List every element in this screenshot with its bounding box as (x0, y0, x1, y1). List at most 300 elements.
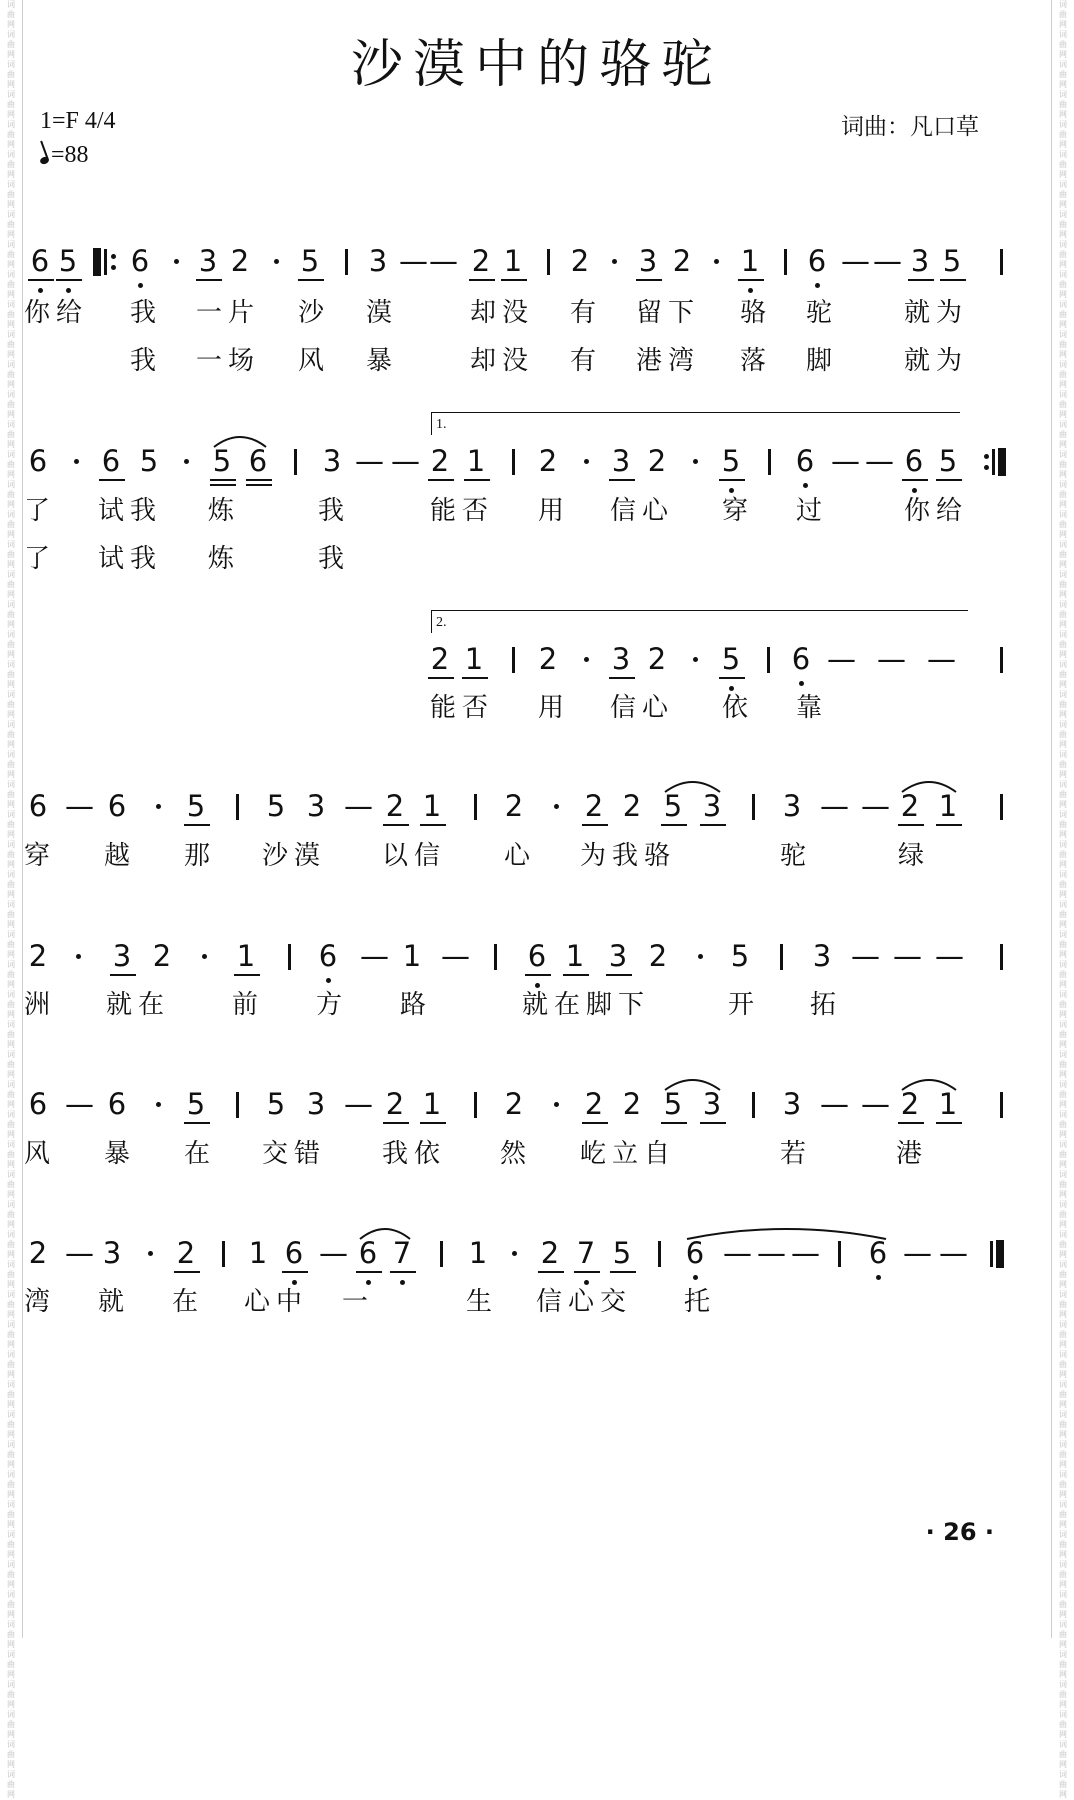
barline (288, 944, 291, 970)
jianpu-note: 3 (910, 244, 930, 278)
jianpu-note: 2 (900, 789, 920, 823)
jianpu-note: 6 (807, 244, 827, 278)
lyric-word: 暴 (366, 346, 399, 376)
beam-underline (246, 479, 272, 481)
lyric-word: 托 (684, 1287, 717, 1317)
jianpu-note: 3 (638, 244, 658, 278)
lyric-word: 有 (570, 298, 603, 328)
tempo-value: =88 (51, 142, 89, 168)
extension-dash: — (851, 939, 880, 973)
volta-bracket (431, 412, 960, 435)
jianpu-note: 2 (648, 939, 668, 973)
beam-underline (609, 677, 635, 679)
extension-dash: — (827, 642, 856, 676)
lyric-word: 你给 (904, 496, 969, 526)
beam-underline (99, 479, 125, 481)
augmentation-dot (698, 954, 703, 959)
augmentation-dot (693, 657, 698, 662)
jianpu-note: 1 (468, 1236, 488, 1270)
lyric-word: 就为 (904, 298, 969, 328)
lyric-word: 洲 (24, 990, 57, 1020)
jianpu-note: 2 (28, 939, 48, 973)
extension-dash: — (429, 244, 458, 278)
lyric-word: 却没 (470, 298, 535, 328)
lyric-word: 驼 (806, 298, 839, 328)
jianpu-note: 6 (107, 1087, 127, 1121)
jianpu-note: 5 (266, 1087, 286, 1121)
jianpu-note: 5 (612, 1236, 632, 1270)
jianpu-note: 2 (504, 1087, 524, 1121)
jianpu-note: 2 (540, 1236, 560, 1270)
jianpu-note: 6 (795, 444, 815, 478)
lyric-word: 一 (342, 1287, 375, 1317)
repeat-end-thin-bar (992, 449, 995, 475)
lyric-word: 我 (130, 298, 163, 328)
jianpu-note: 6 (791, 642, 811, 676)
barline (780, 944, 783, 970)
lyric-word: 我 (130, 346, 163, 376)
augmentation-dot (202, 954, 207, 959)
lyric-word: 心 (504, 841, 537, 871)
octave-dot-below (66, 288, 71, 293)
octave-dot-below (912, 488, 917, 493)
lyric-word: 了 (24, 544, 57, 574)
beam-underline (298, 279, 324, 281)
lyric-word: 生 (466, 1287, 499, 1317)
slur-arc (663, 1074, 722, 1092)
augmentation-dot (693, 459, 698, 464)
beam-underline (719, 479, 745, 481)
beam-underline (469, 279, 495, 281)
jianpu-note: 1 (248, 1236, 268, 1270)
beam-underline (428, 479, 454, 481)
augmentation-dot (184, 459, 189, 464)
lyric-word: 为我骆 (580, 841, 677, 871)
beam-underline (563, 974, 589, 976)
beam-underline (184, 824, 210, 826)
beam-underline (636, 279, 662, 281)
jianpu-note: 2 (430, 642, 450, 676)
lyric-word: 却没 (470, 346, 535, 376)
jianpu-note: 1 (466, 444, 486, 478)
repeat-dot (111, 265, 116, 270)
jianpu-note: 6 (358, 1236, 378, 1270)
extension-dash: — (344, 1087, 373, 1121)
beam-underline (908, 279, 934, 281)
lyric-word: 然 (500, 1139, 533, 1169)
extension-dash: — (939, 1236, 968, 1270)
margin-rule-right (1051, 0, 1052, 1638)
beam-underline (661, 1122, 687, 1124)
repeat-end-thick-bar (998, 448, 1006, 476)
beam-underline (719, 677, 745, 679)
jianpu-note: 5 (58, 244, 78, 278)
beam-underline (56, 279, 82, 281)
augmentation-dot (512, 1251, 517, 1256)
barline (1000, 944, 1003, 970)
lyric-word: 信心 (610, 693, 675, 723)
repeat-start-thin-bar (104, 249, 107, 275)
page-number: · 26 · (925, 1518, 994, 1546)
quarter-note-icon (39, 156, 50, 166)
lyric-word: 港 (896, 1139, 929, 1169)
lyric-word: 试我 (98, 544, 163, 574)
barline (752, 1092, 755, 1118)
jianpu-note: 2 (430, 444, 450, 478)
octave-dot-below (748, 288, 753, 293)
jianpu-note: 2 (385, 1087, 405, 1121)
beam-underline (420, 1122, 446, 1124)
barline (222, 1241, 225, 1267)
extension-dash: — (877, 642, 906, 676)
jianpu-note: 7 (392, 1236, 412, 1270)
lyric-word: 越 (104, 841, 137, 871)
extension-dash: — (820, 789, 849, 823)
augmentation-dot (156, 804, 161, 809)
extension-dash: — (391, 444, 420, 478)
jianpu-note: 6 (28, 444, 48, 478)
lyric-word: 沙漠 (262, 841, 327, 871)
octave-dot-below (876, 1275, 881, 1280)
barline (547, 249, 550, 275)
beam-underline (210, 479, 236, 481)
jianpu-note: 1 (938, 1087, 958, 1121)
volta-number: 1. (436, 417, 447, 432)
lyric-word: 炼 (208, 496, 241, 526)
lyric-word: 能否 (430, 496, 495, 526)
octave-dot-below (400, 1280, 405, 1285)
barline (768, 449, 771, 475)
augmentation-dot (74, 459, 79, 464)
octave-dot-below (326, 978, 331, 983)
lyric-word: 开 (728, 990, 761, 1020)
extension-dash: — (319, 1236, 348, 1270)
lyric-word: 我 (318, 496, 351, 526)
beam-underline (700, 1122, 726, 1124)
slur-arc (900, 776, 958, 794)
beam-underline (28, 279, 54, 281)
jianpu-note: 1 (464, 642, 484, 676)
beam-underline (936, 479, 962, 481)
jianpu-note: 3 (702, 1087, 722, 1121)
lyric-word: 信心 (610, 496, 675, 526)
augmentation-dot (76, 954, 81, 959)
jianpu-note: 1 (422, 1087, 442, 1121)
jianpu-note: 6 (30, 244, 50, 278)
repeat-dot (111, 254, 116, 259)
jianpu-note: 3 (322, 444, 342, 478)
beam-underline (462, 677, 488, 679)
augmentation-dot (148, 1251, 153, 1256)
lyric-word: 方 (316, 990, 349, 1020)
octave-dot-below (292, 1280, 297, 1285)
jianpu-note: 2 (385, 789, 405, 823)
lyric-word: 风 (24, 1139, 57, 1169)
lyric-word: 就为 (904, 346, 969, 376)
barline (236, 794, 239, 820)
lyric-word: 在 (172, 1287, 205, 1317)
repeat-dot (984, 465, 989, 470)
lyric-word: 以信 (382, 841, 447, 871)
jianpu-note: 6 (28, 789, 48, 823)
lyric-word: 你给 (24, 298, 89, 328)
lyric-word: 前 (232, 990, 265, 1020)
lyric-word: 试我 (98, 496, 163, 526)
beam-underline (196, 279, 222, 281)
jianpu-note: 7 (576, 1236, 596, 1270)
extension-dash: — (441, 939, 470, 973)
lyric-word: 用 (538, 693, 571, 723)
beam-underline (936, 824, 962, 826)
barline (512, 647, 515, 673)
jianpu-note: 2 (622, 1087, 642, 1121)
beam-underline (428, 677, 454, 679)
beam-underline (700, 824, 726, 826)
lyric-word: 我 (318, 544, 351, 574)
jianpu-note: 2 (28, 1236, 48, 1270)
extension-dash: — (903, 1236, 932, 1270)
jianpu-note: 6 (107, 789, 127, 823)
jianpu-note: 5 (730, 939, 750, 973)
beam-underline (390, 1271, 416, 1273)
beam-underline (574, 1271, 600, 1273)
augmentation-dot (554, 804, 559, 809)
barline (474, 794, 477, 820)
beam-underline (902, 479, 928, 481)
jianpu-note: 3 (368, 244, 388, 278)
barline (838, 1241, 841, 1267)
jianpu-note: 6 (685, 1236, 705, 1270)
beam-underline (420, 824, 446, 826)
octave-dot-below (138, 283, 143, 288)
beam-underline (246, 484, 272, 486)
jianpu-note: 1 (565, 939, 585, 973)
lyric-word: 就在脚下 (522, 990, 651, 1020)
beam-underline (234, 974, 260, 976)
jianpu-note: 5 (663, 1087, 683, 1121)
lyric-word: 骆 (740, 298, 773, 328)
extension-dash: — (399, 244, 428, 278)
final-thin-bar (990, 1241, 993, 1267)
extension-dash: — (861, 789, 890, 823)
extension-dash: — (893, 939, 922, 973)
beam-underline (210, 484, 236, 486)
lyric-word: 湾 (24, 1287, 57, 1317)
beam-underline (661, 824, 687, 826)
lyric-word: 拓 (810, 990, 843, 1020)
octave-dot-below (803, 483, 808, 488)
jianpu-note: 5 (266, 789, 286, 823)
augmentation-dot (174, 259, 179, 264)
lyric-word: 留下 (636, 298, 701, 328)
jianpu-note: 3 (102, 1236, 122, 1270)
lyric-word: 炼 (208, 544, 241, 574)
jianpu-note: 6 (318, 939, 338, 973)
jianpu-note: 1 (740, 244, 760, 278)
lyric-word: 一片 (196, 298, 261, 328)
beam-underline (464, 479, 490, 481)
extension-dash: — (65, 1236, 94, 1270)
jianpu-note: 2 (570, 244, 590, 278)
jianpu-note: 2 (584, 789, 604, 823)
lyric-word: 沙 (298, 298, 331, 328)
jianpu-note: 2 (622, 789, 642, 823)
lyric-word: 就在 (106, 990, 171, 1020)
octave-dot-below (799, 681, 804, 686)
extension-dash: — (865, 444, 894, 478)
lyric-word: 交错 (262, 1139, 327, 1169)
volta-number: 2. (436, 615, 447, 630)
augmentation-dot (612, 259, 617, 264)
extension-dash: — (861, 1087, 890, 1121)
barline (345, 249, 348, 275)
barline (1000, 794, 1003, 820)
extension-dash: — (831, 444, 860, 478)
jianpu-note: 5 (721, 642, 741, 676)
lyric-word: 屹立自 (580, 1139, 677, 1169)
beam-underline (110, 974, 136, 976)
jianpu-note: 5 (942, 244, 962, 278)
jianpu-note: 6 (284, 1236, 304, 1270)
watermark-strip-left: 词曲网 词曲网 词曲网 词曲网 词曲网 词曲网 词曲网 词曲网 词曲网 词曲网 词曲网 词曲网 词曲网 词曲网 词曲网 词曲网 词曲网 词曲网 词曲网 词曲网 词曲网 词曲网 词曲网 词曲网 词曲网 词曲网 词曲网 词曲网 词曲网 词曲网 词曲网 词曲网 词曲网 词曲网 词曲网 词曲网 词曲网 词曲网 词曲网 词曲网 词曲网 词曲网 词曲网 词曲网 词曲网 词曲网 词曲网 词曲网 词曲网 词曲网 词曲网 词曲网 词曲网 词曲网 词曲网 词曲网 词曲网 词曲网 词曲网 词曲网 (7, 0, 15, 1799)
jianpu-note: 2 (647, 642, 667, 676)
lyric-word: 驼 (780, 841, 813, 871)
beam-underline (582, 824, 608, 826)
beam-underline (582, 1122, 608, 1124)
jianpu-note: 3 (782, 1087, 802, 1121)
lyricist-composer-credit: 词曲：凡口草 (841, 114, 979, 140)
jianpu-note: 5 (139, 444, 159, 478)
extension-dash: — (927, 642, 956, 676)
jianpu-note: 3 (306, 1087, 326, 1121)
jianpu-note: 5 (663, 789, 683, 823)
lyric-word: 就 (98, 1287, 131, 1317)
barline (440, 1241, 443, 1267)
beam-underline (501, 279, 527, 281)
barline (767, 647, 770, 673)
slur-arc (900, 1074, 958, 1092)
lyric-word: 若 (780, 1139, 813, 1169)
barline (658, 1241, 661, 1267)
beam-underline (174, 1271, 200, 1273)
barline (1000, 647, 1003, 673)
lyric-word: 心中 (244, 1287, 309, 1317)
augmentation-dot (714, 259, 719, 264)
jianpu-note: 3 (611, 642, 631, 676)
slur-arc (358, 1223, 412, 1241)
lyric-word: 那 (184, 841, 217, 871)
octave-dot-below (535, 983, 540, 988)
jianpu-note: 2 (471, 244, 491, 278)
jianpu-note: 2 (230, 244, 250, 278)
extension-dash: — (757, 1236, 786, 1270)
barline (512, 449, 515, 475)
beam-underline (610, 1271, 636, 1273)
lyric-word: 一场 (196, 346, 261, 376)
barline (474, 1092, 477, 1118)
lyric-word: 靠 (796, 693, 829, 723)
augmentation-dot (584, 459, 589, 464)
lyric-word: 暴 (104, 1139, 137, 1169)
jianpu-note: 6 (868, 1236, 888, 1270)
lyric-word: 依 (722, 693, 755, 723)
augmentation-dot (554, 1102, 559, 1107)
jianpu-note: 3 (112, 939, 132, 973)
lyric-word: 能否 (430, 693, 495, 723)
extension-dash: — (360, 939, 389, 973)
jianpu-note: 6 (904, 444, 924, 478)
beam-underline (383, 1122, 409, 1124)
extension-dash: — (791, 1236, 820, 1270)
key-time-signature: 1=F 4/4 (40, 108, 116, 134)
beam-underline (525, 974, 551, 976)
octave-dot-below (729, 686, 734, 691)
barline (494, 944, 497, 970)
octave-dot-below (38, 288, 43, 293)
beam-underline (898, 824, 924, 826)
beam-underline (606, 974, 632, 976)
extension-dash: — (935, 939, 964, 973)
jianpu-note: 3 (812, 939, 832, 973)
beam-underline (940, 279, 966, 281)
extension-dash: — (65, 789, 94, 823)
augmentation-dot (274, 259, 279, 264)
lyric-word: 在 (184, 1139, 217, 1169)
lyric-word: 漠 (366, 298, 399, 328)
extension-dash: — (873, 244, 902, 278)
beam-underline (383, 824, 409, 826)
octave-dot-below (729, 488, 734, 493)
lyric-word: 穿 (722, 496, 755, 526)
barline (784, 249, 787, 275)
final-thick-bar (996, 1240, 1004, 1268)
augmentation-dot (584, 657, 589, 662)
jianpu-note: 6 (28, 1087, 48, 1121)
jianpu-note: 1 (503, 244, 523, 278)
jianpu-note: 3 (611, 444, 631, 478)
slur-arc (663, 776, 722, 794)
beam-underline (936, 1122, 962, 1124)
jianpu-note: 3 (702, 789, 722, 823)
augmentation-dot (156, 1102, 161, 1107)
barline (752, 794, 755, 820)
beam-underline (738, 279, 764, 281)
lyric-word: 路 (400, 990, 433, 1020)
lyric-word: 穿 (24, 841, 57, 871)
extension-dash: — (65, 1087, 94, 1121)
jianpu-note: 2 (538, 642, 558, 676)
margin-rule-left (22, 0, 23, 1638)
octave-dot-below (693, 1275, 698, 1280)
octave-dot-below (366, 1280, 371, 1285)
octave-dot-below (584, 1280, 589, 1285)
barline (236, 1092, 239, 1118)
octave-dot-below (815, 283, 820, 288)
beam-underline (609, 479, 635, 481)
jianpu-note: 2 (538, 444, 558, 478)
jianpu-note: 3 (198, 244, 218, 278)
jianpu-note: 6 (101, 444, 121, 478)
lyric-word: 脚 (806, 346, 839, 376)
lyric-word: 风 (298, 346, 331, 376)
song-title: 沙漠中的骆驼 (350, 35, 723, 95)
lyric-word: 用 (538, 496, 571, 526)
extension-dash: — (723, 1236, 752, 1270)
lyric-word: 信心交 (536, 1287, 633, 1317)
jianpu-note: 6 (248, 444, 268, 478)
lyric-word: 绿 (898, 841, 931, 871)
jianpu-note: 3 (782, 789, 802, 823)
